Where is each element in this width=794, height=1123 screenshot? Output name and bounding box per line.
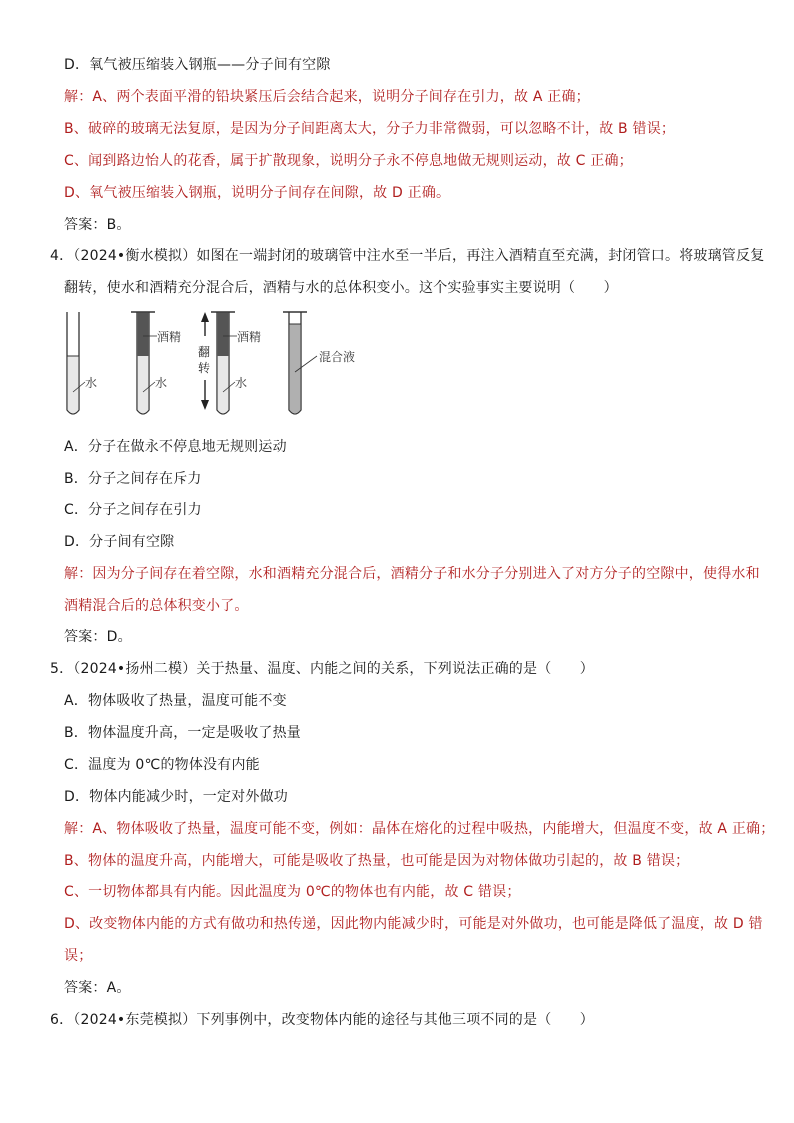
mixture-fill [290,324,301,413]
label-water: 水 [155,376,168,390]
alcohol-fill [138,313,149,357]
q4-stem-line2: 翻转，使水和酒精充分混合后，酒精与水的总体积变小。这个实验事实主要说明（ ） [64,280,618,296]
q5-solution-line: 解：A、物体吸收了热量，温度可能不变，例如：晶体在熔化的过程中吸热，内能增大，但温度不变，故 A 正确； [64,821,775,837]
q4-option-c: C．分子之间存在引力 [64,502,202,518]
q5-answer: 答案：A。 [64,980,131,996]
q4-option-b: B．分子之间存在斥力 [64,471,202,487]
arrow-down-icon [201,400,209,410]
q4-test-tube-figure [55,306,385,424]
label-flip-char-2: 转 [198,361,211,375]
q5-solution-line: D、改变物体内能的方式有做功和热传递，因此物内能减少时，可能是对外做功，也可能是降低了温度，故 D 错 [64,916,763,932]
label-water: 水 [85,376,98,390]
q3-solution-line: D、氧气被压缩装入钢瓶，说明分子间存在间隙，故 D 正确。 [64,185,451,201]
q5-option-a: A．物体吸收了热量，温度可能不变 [64,693,287,709]
q3-answer: 答案：B。 [64,217,131,233]
q5-solution-line: 误； [64,948,93,964]
q5-solution-line: B、物体的温度升高，内能增大，可能是吸收了热量，也可能是因为对物体做功引起的，故 B 错误； [64,853,690,869]
q4-option-d: D．分子间有空隙 [64,534,175,550]
arrow-up-icon [201,312,209,322]
label-mixture: 混合液 [319,350,356,364]
q4-option-a: A．分子在做永不停息地无规则运动 [64,439,287,455]
label-alcohol: 酒精 [157,330,182,344]
water-fill [218,356,229,413]
alcohol-fill [218,313,229,357]
q5-option-c: C．温度为 0℃的物体没有内能 [64,757,260,773]
q6-stem: 6．（2024•东莞模拟）下列事例中，改变物体内能的途径与其他三项不同的是（ ） [50,1012,594,1028]
q3-option-d: D．氧气被压缩装入钢瓶——分子间有空隙 [64,57,331,73]
tube-4 [283,312,355,414]
q5-solution-line: C、一切物体都具有内能。因此温度为 0℃的物体也有内能，故 C 错误； [64,884,521,900]
q4-solution-line: 酒精混合后的总体积变小了。 [64,598,249,614]
q5-option-b: B．物体温度升高，一定是吸收了热量 [64,725,302,741]
water-fill [68,356,79,413]
label-water: 水 [235,376,248,390]
water-fill [138,356,149,413]
tube-2 [131,312,181,414]
label-alcohol: 酒精 [237,330,262,344]
q3-solution-line: 解：A、两个表面平滑的铅块紧压后会结合起来，说明分子间存在引力，故 A 正确； [64,89,590,105]
q4-answer: 答案：D。 [64,629,132,645]
q5-stem: 5．（2024•扬州二模）关于热量、温度、内能之间的关系，下列说法正确的是（ ） [50,661,594,677]
q3-solution-line: C、闻到路边怡人的花香，属于扩散现象，说明分子永不停息地做无规则运动，故 C 正确； [64,153,633,169]
q3-solution-line: B、破碎的玻璃无法复原，是因为分子间距离太大，分子力非常微弱，可以忽略不计，故 B 错误； [64,121,676,137]
q4-stem-line1: 4．（2024•衡水模拟）如图在一端封闭的玻璃管中注水至一半后，再注入酒精直至充满，封闭管口。将玻璃管反复 [50,248,765,264]
q4-solution-line: 解：因为分子间存在着空隙，水和酒精充分混合后，酒精分子和水分子分别进入了对方分子的空隙中，使得水和 [64,566,760,582]
q5-option-d: D．物体内能减少时，一定对外做功 [64,789,288,805]
tube-1 [67,312,97,414]
flip-arrows [198,312,210,410]
tube-3 [211,312,261,414]
label-flip-char-1: 翻 [198,345,211,359]
